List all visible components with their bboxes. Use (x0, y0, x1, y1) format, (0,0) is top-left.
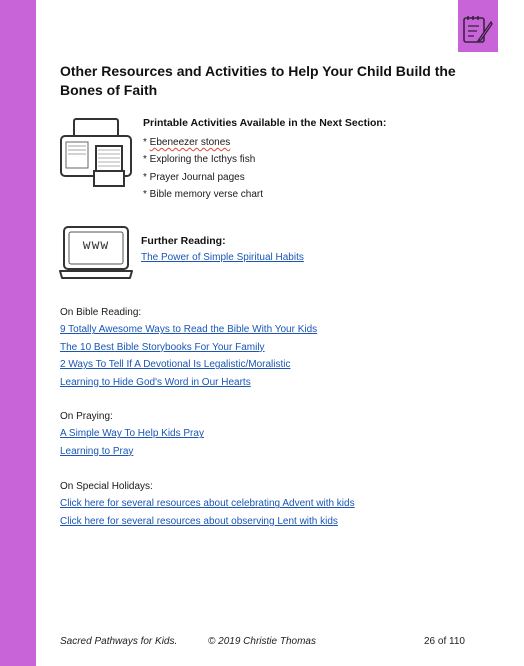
further-reading-link[interactable]: The Power of Simple Spiritual Habits (141, 252, 304, 263)
corner-tab (458, 0, 498, 52)
page-heading: Other Resources and Activities to Help Your Child Build the Bones of Faith (60, 63, 456, 98)
list-item: * Ebeneezer stones (143, 134, 263, 151)
notepad-pencil-icon (461, 12, 495, 46)
holidays-link[interactable]: Click here for several resources about observing Lent with kids (60, 515, 338, 527)
bible-reading-section (60, 304, 317, 391)
list-item: * Bible memory verse chart (143, 186, 263, 203)
holidays-title: On Special Holidays: (60, 481, 153, 492)
list-item: * Exploring the Icthys fish (143, 151, 263, 168)
further-reading-link-wrap (141, 252, 304, 263)
printer-icon (58, 116, 134, 197)
bible-reading-link[interactable]: Learning to Hide God's Word in Our Hearts (60, 376, 251, 388)
left-accent-bar (0, 0, 36, 666)
bible-reading-link[interactable]: 9 Totally Awesome Ways to Read the Bible With Your Kids (60, 324, 318, 336)
bible-reading-title: On Bible Reading: (60, 307, 142, 318)
bible-reading-link[interactable]: The 10 Best Bible Storybooks For Your Family (60, 341, 265, 353)
footer-page-number: 26 of 110 (424, 636, 465, 647)
footer-copyright: © 2019 Christie Thomas (208, 636, 316, 647)
laptop-www-icon (58, 224, 134, 287)
holidays-section (60, 478, 355, 530)
further-reading-title: Further Reading: (141, 235, 226, 247)
list-item: * Prayer Journal pages (143, 169, 263, 186)
printables-list (143, 134, 263, 203)
praying-section (60, 408, 204, 460)
praying-title: On Praying: (60, 411, 113, 422)
praying-link[interactable]: A Simple Way To Help Kids Pray (60, 428, 204, 440)
bible-reading-link[interactable]: 2 Ways To Tell If A Devotional Is Legalistic/Moralistic (60, 359, 291, 371)
printables-title: Printable Activities Available in the Next Section: (143, 117, 387, 129)
praying-link[interactable]: Learning to Pray (60, 445, 134, 457)
footer-book-title: Sacred Pathways for Kids. (60, 636, 178, 647)
www-label: www (82, 238, 110, 253)
holidays-link[interactable]: Click here for several resources about celebrating Advent with kids (60, 498, 355, 510)
